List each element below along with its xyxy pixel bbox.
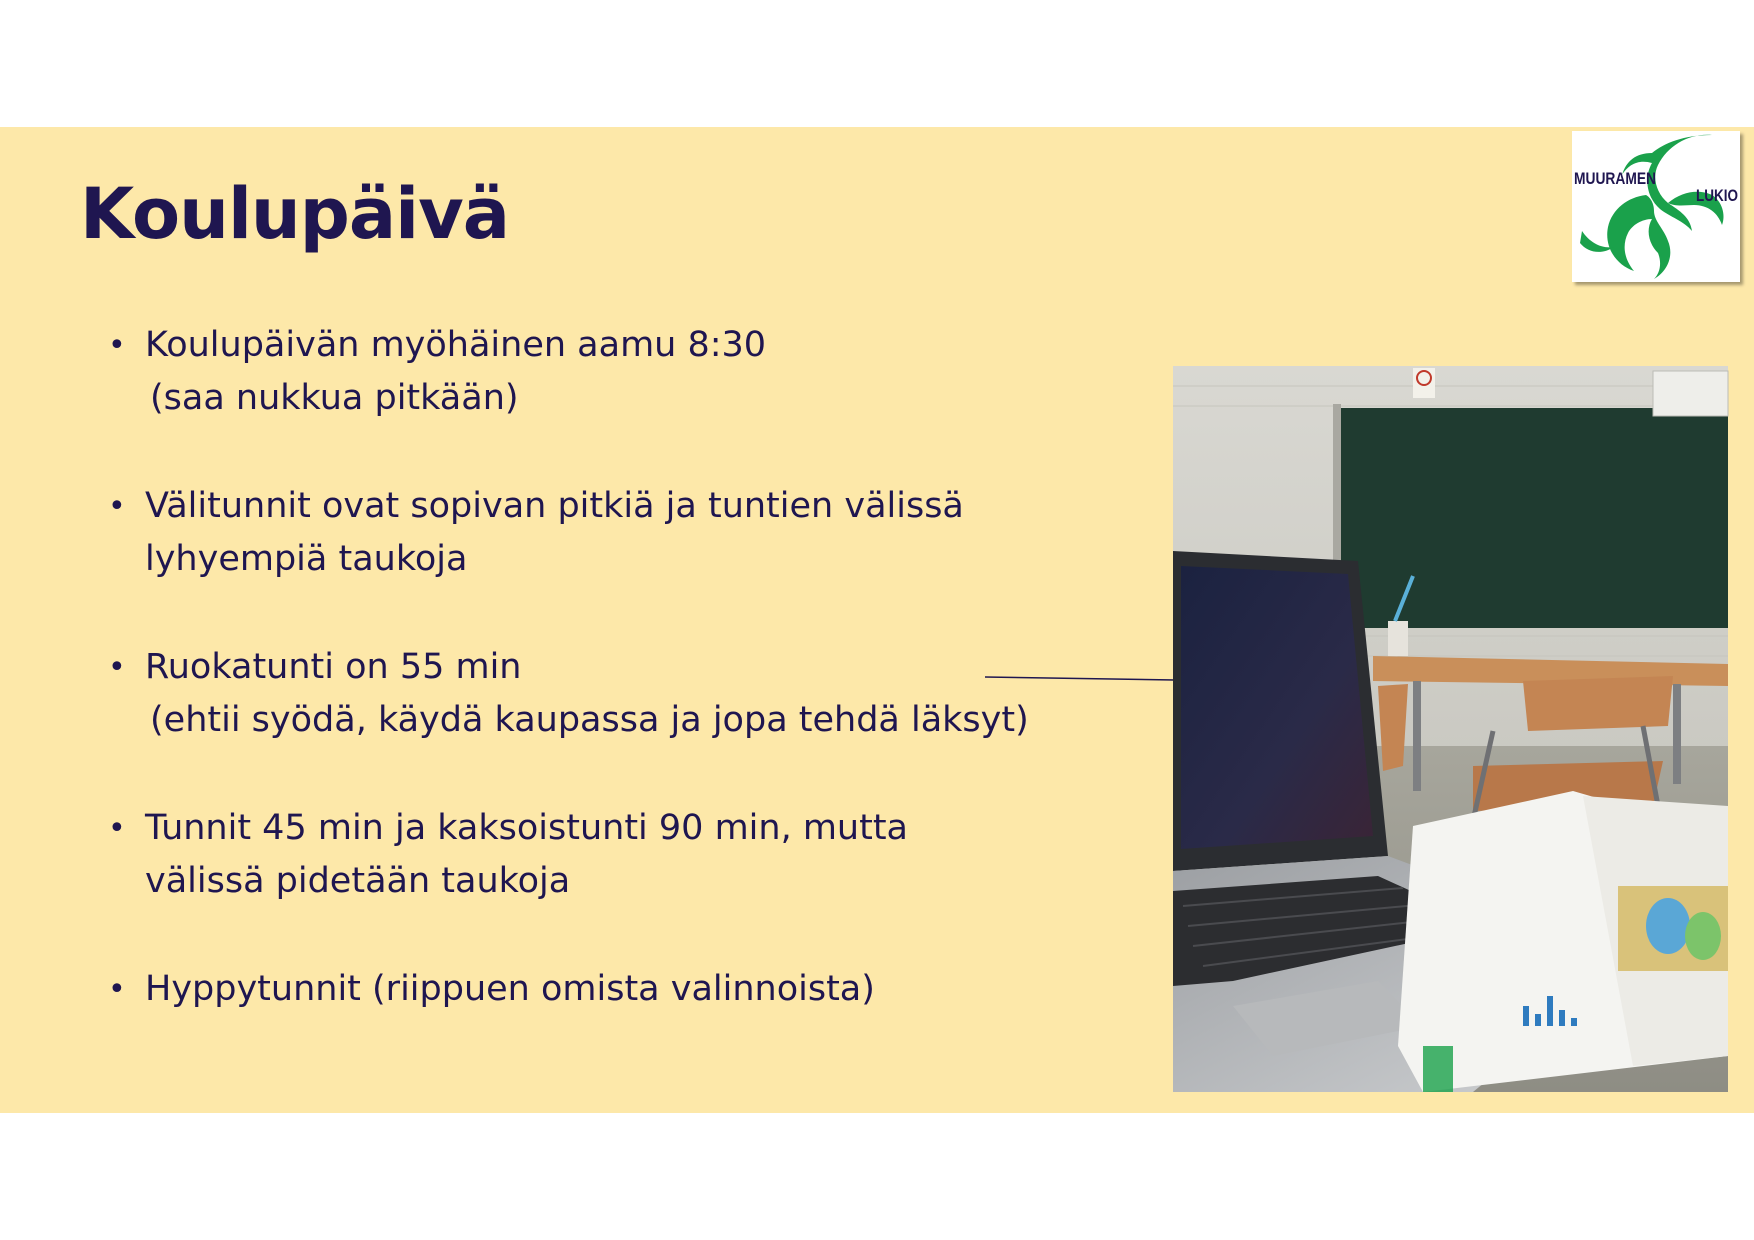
classroom-photo	[1173, 366, 1728, 1092]
bullet-item	[108, 480, 1068, 586]
bullet-line: Koulupäivän myöhäinen aamu 8:30	[145, 325, 767, 365]
bullet-line: välissä pidetään taukoja	[145, 861, 571, 901]
slide	[0, 127, 1754, 1113]
bullet-line: Hyppytunnit (riippuen omista valinnoista)	[145, 969, 875, 1009]
connector-line	[985, 676, 1175, 682]
bullet-item	[108, 963, 1068, 1016]
bullet-line: (saa nukkua pitkään)	[150, 378, 519, 418]
bullet-item	[108, 641, 1068, 747]
bullet-dot-icon: •	[108, 972, 126, 1007]
logo-text-left: MUURAMEN	[1574, 169, 1656, 188]
bullet-item	[108, 319, 1068, 425]
school-logo	[1572, 131, 1740, 282]
bullet-line: lyhyempiä taukoja	[145, 539, 468, 579]
slide-title: Koulupäivä	[80, 173, 509, 255]
classroom-laptop-photo-icon	[1173, 366, 1728, 1092]
logo-text-right: LUKIO	[1696, 186, 1738, 205]
bullet-dot-icon: •	[108, 811, 126, 846]
bullet-line: (ehtii syödä, käydä kaupassa ja jopa tehdä läksyt)	[150, 700, 1029, 740]
bullet-list	[108, 319, 1068, 1071]
bullet-line: Tunnit 45 min ja kaksoistunti 90 min, mutta	[145, 808, 908, 848]
bullet-dot-icon: •	[108, 489, 126, 524]
bullet-dot-icon: •	[108, 650, 126, 685]
muuramen-lukio-logo-icon	[1572, 131, 1740, 282]
bullet-line: Ruokatunti on 55 min	[145, 647, 522, 687]
bullet-line: Välitunnit ovat sopivan pitkiä ja tuntien välissä	[145, 486, 964, 526]
bullet-dot-icon: •	[108, 328, 126, 363]
bullet-item	[108, 802, 1068, 908]
